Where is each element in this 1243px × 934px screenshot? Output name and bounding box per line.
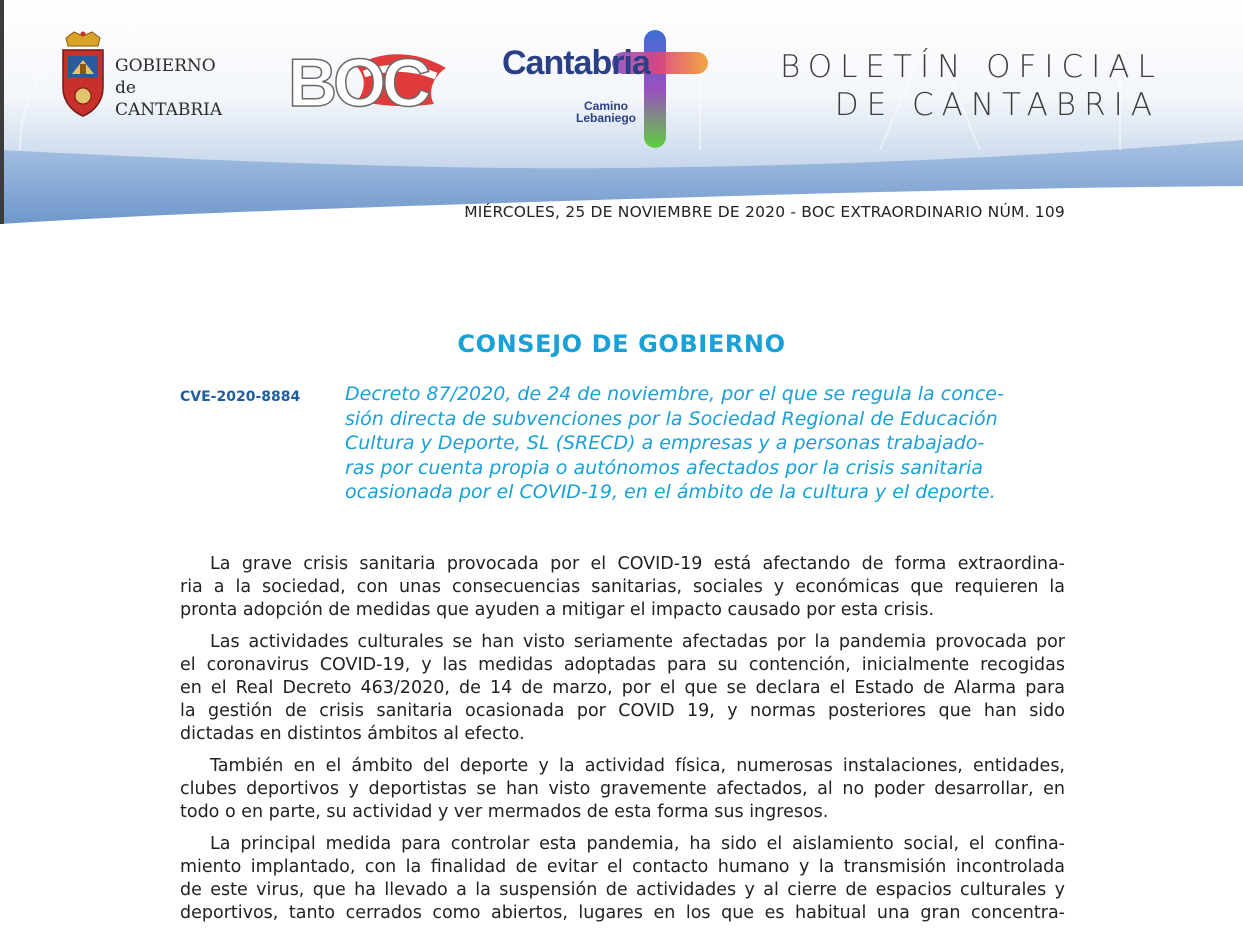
cantabria-crest-icon: [58, 30, 108, 118]
gobierno-cantabria-label: [115, 55, 222, 121]
paragraph-1: [180, 553, 1065, 622]
text-line: en el Real Decreto 463/2020, de 14 de marzo, por el que se declara el Estado de Alarma para: [180, 678, 1065, 698]
decree-line: ocasionada por el COVID-19, en el ámbito de la cultura y el deporte.: [345, 481, 996, 503]
text-line: miento implantado, con la finalidad de evitar el contacto humano y la transmisión incontrolada: [180, 857, 1065, 877]
section-title: CONSEJO DE GOBIERNO: [457, 330, 786, 358]
bulletin-title-line-1: BOLETÍN OFICIAL: [780, 49, 1163, 85]
gobierno-line-3: CANTABRIA: [115, 100, 223, 120]
bulletin-title-line-2: DE CANTABRIA: [834, 87, 1160, 123]
text-line: clubes deportivos y deportistas se han visto gravemente afectados, al no poder desarrollar, en: [180, 779, 1065, 799]
gobierno-line-2: de: [115, 78, 136, 98]
text-line: la gestión de crisis sanitaria ocasionada por COVID 19, y normas posteriores que han sido: [180, 701, 1065, 721]
boc-logo: [286, 44, 452, 116]
header-banner: [0, 0, 1243, 224]
text-line: También en el ámbito del deporte y la actividad física, numerosas instalaciones, entidades,: [210, 756, 1065, 776]
cve-code: CVE-2020-8884: [180, 389, 301, 405]
text-line: La principal medida para controlar esta pandemia, ha sido el aislamiento social, el confina-: [210, 834, 1065, 854]
paragraph-4: [180, 833, 1065, 925]
text-line: pronta adopción de medidas que ayuden a mitigar el impacto causado por esta crisis.: [180, 600, 935, 620]
text-line: todo o en parte, su actividad y ver mermados de esta forma sus ingresos.: [180, 802, 829, 822]
gobierno-line-1: GOBIERNO: [115, 56, 216, 76]
camino-line-1: Camino: [583, 99, 628, 113]
decree-line: sión directa de subvenciones por la Sociedad Regional de Educación: [345, 407, 998, 430]
text-line: el coronavirus COVID-19, y las medidas adoptadas para su contención, inicialmente recogidas: [180, 655, 1065, 675]
decree-line: ras por cuenta propia o autónomos afectados por la crisis sanitaria: [345, 456, 983, 479]
text-line: ria a la sociedad, con unas consecuencias sanitarias, sociales y económicas que requieren la: [180, 577, 1065, 597]
text-line: deportivos, tanto cerrados como abiertos, lugares en los que es habitual una gran concentra-: [180, 903, 1065, 923]
paragraph-2: [180, 631, 1065, 746]
boc-logo-text: BOC: [288, 45, 428, 116]
body-text: [180, 553, 1065, 934]
decree-title: [345, 382, 1065, 505]
paragraph-3: [180, 755, 1065, 824]
decree-line: Decreto 87/2020, de 24 de noviembre, por el que se regula la conce-: [345, 383, 1004, 405]
bulletin-title: [780, 48, 1163, 124]
decree-line: Cultura y Deporte, SL (SRECD) a empresas y a personas trabajado-: [345, 432, 985, 454]
camino-lebaniego-label: [570, 100, 642, 124]
text-line: Las actividades culturales se han visto seriamente afectadas por la pandemia provocada por: [210, 632, 1065, 652]
text-line: de este virus, que ha llevado a la suspensión de actividades y al cierre de espacios culturales y: [180, 880, 1065, 900]
issue-dateline: MIÉRCOLES, 25 DE NOVIEMBRE DE 2020 - BOC EXTRAORDINARIO NÚM. 109: [464, 203, 1065, 221]
text-line: dictadas en distintos ámbitos al efecto.: [180, 724, 525, 744]
cantabria-wordmark: Cantabria: [502, 44, 650, 82]
camino-line-2: Lebaniego: [575, 111, 636, 125]
text-line: La grave crisis sanitaria provocada por el COVID-19 está afectando de forma extraordina-: [210, 554, 1065, 574]
